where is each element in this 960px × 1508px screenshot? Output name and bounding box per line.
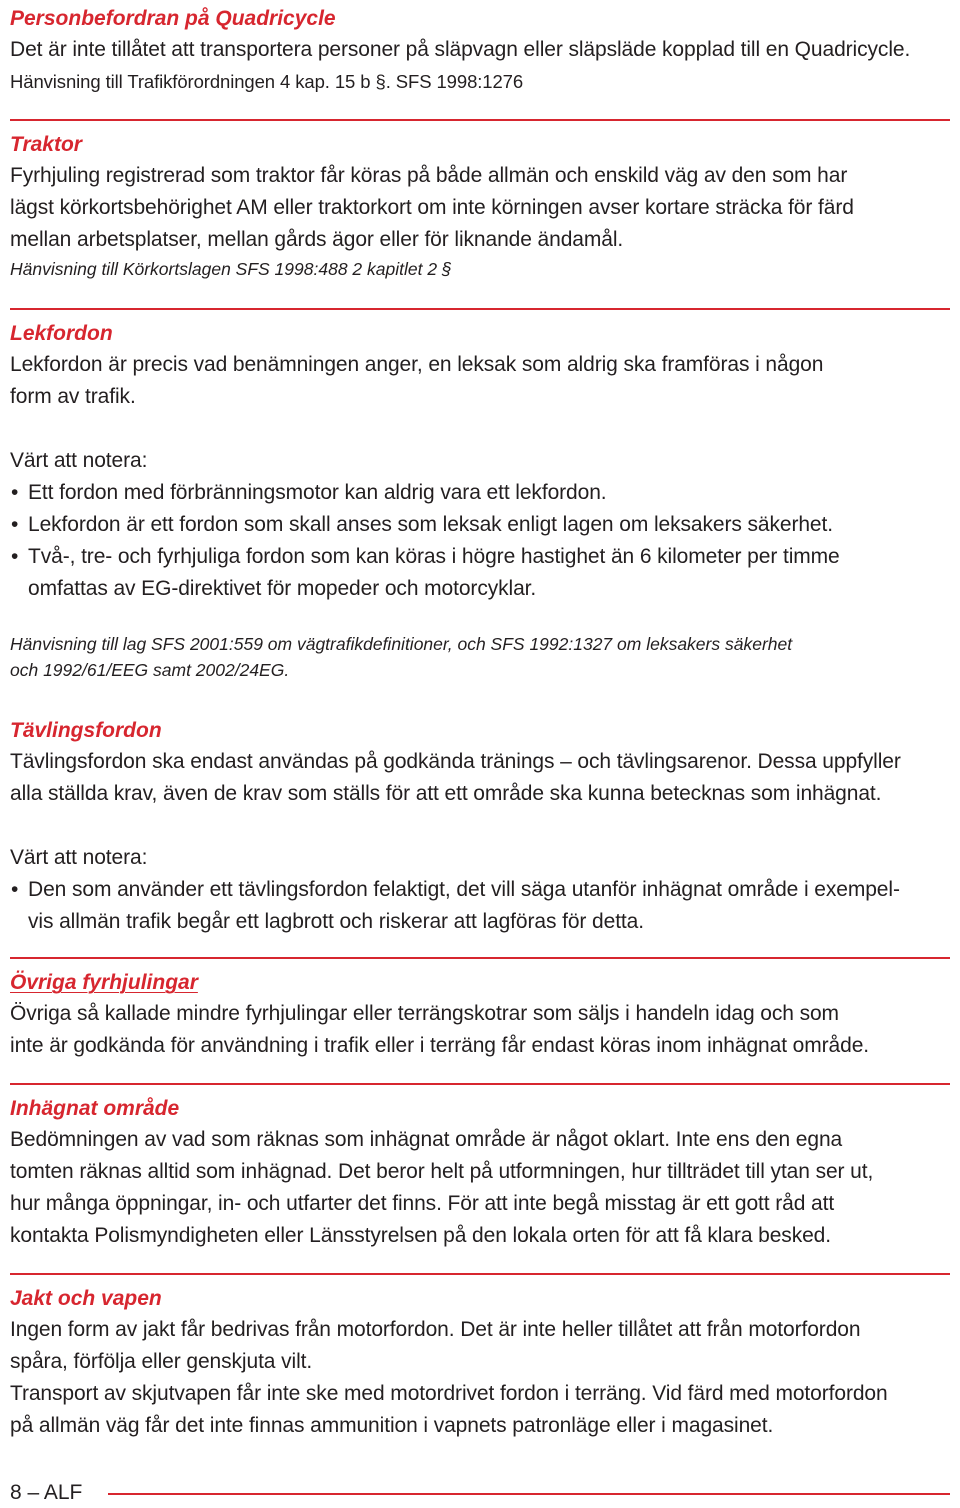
section-jakt bbox=[10, 1284, 950, 1442]
paragraph-line: mellan arbetsplatser, mellan gårds ägor eller för liknande ändamål. bbox=[10, 228, 624, 251]
note-label: Värt att notera: bbox=[10, 449, 148, 472]
paragraph-line: Det är inte tillåtet att transportera personer på släpvagn eller släpsläde kopplad till en Quadricycle. bbox=[10, 38, 911, 61]
section-traktor bbox=[10, 130, 950, 282]
paragraph-line: tomten räknas alltid som inhägnad. Det beror helt på utformningen, hur tillträdet till ytan ser ut, bbox=[10, 1160, 874, 1183]
section-heading: Traktor bbox=[10, 133, 82, 156]
section-heading: Inhägnat område bbox=[10, 1097, 180, 1120]
paragraph-line: Lekfordon är precis vad benämningen anger, en leksak som aldrig ska framföras i någon bbox=[10, 353, 824, 376]
paragraph-line: hur många öppningar, in- och utfarter det finns. För att inte begå misstag är ett gott råd att bbox=[10, 1192, 835, 1215]
paragraph-line: form av trafik. bbox=[10, 385, 136, 408]
section-heading: Personbefordran på Quadricycle bbox=[10, 7, 336, 30]
paragraph-line: Hänvisning till Trafikförordningen 4 kap. 15 b §. SFS 1998:1276 bbox=[10, 71, 524, 92]
bullet-icon: • bbox=[11, 545, 19, 568]
section-lekfordon bbox=[10, 319, 950, 683]
page-footer: 8 – ALF bbox=[10, 1481, 83, 1504]
section-heading: Övriga fyrhjulingar bbox=[10, 971, 198, 994]
legal-reference: Hänvisning till lag SFS 2001:559 om vägtrafikdefinitioner, och SFS 1992:1327 om leksakers säkerhet bbox=[10, 634, 793, 654]
paragraph-line: lägst körkortsbehörighet AM eller traktorkort om inte körningen avser kortare sträcka för färd bbox=[10, 196, 854, 219]
paragraph-line: Bedömningen av vad som räknas som inhägnat område är något oklart. Inte ens den egna bbox=[10, 1128, 843, 1151]
section-heading: Tävlingsfordon bbox=[10, 719, 162, 742]
section-heading: Jakt och vapen bbox=[10, 1287, 162, 1310]
section-heading: Lekfordon bbox=[10, 322, 113, 345]
section-divider bbox=[10, 957, 950, 959]
paragraph-line: Övriga så kallade mindre fyrhjulingar eller terrängskotrar som säljs i handeln idag och som bbox=[10, 1002, 839, 1025]
bullet-text: Den som använder ett tävlingsfordon felaktigt, det vill säga utanför inhägnat område i exempel- bbox=[28, 878, 900, 901]
bullet-text: Två-, tre- och fyrhjuliga fordon som kan köras i högre hastighet än 6 kilometer per timme bbox=[28, 545, 840, 568]
section-divider bbox=[10, 119, 950, 121]
bullet-text: omfattas av EG-direktivet för mopeder och motorcyklar. bbox=[28, 577, 537, 600]
paragraph-line: alla ställda krav, även de krav som ställs för att ett område ska kunna betecknas som inhägnat. bbox=[10, 782, 882, 805]
legal-reference: Hänvisning till Körkortslagen SFS 1998:488 2 kapitlet 2 § bbox=[10, 259, 452, 279]
bullet-icon: • bbox=[11, 878, 19, 901]
section-ovriga bbox=[10, 968, 950, 1062]
footer-rule bbox=[108, 1493, 950, 1495]
paragraph-line: inte är godkända för användning i trafik eller i terräng får endast köras inom inhägnat område. bbox=[10, 1034, 870, 1057]
section-divider bbox=[10, 308, 950, 310]
bullet-item bbox=[10, 541, 950, 605]
legal-reference: och 1992/61/EEG samt 2002/24EG. bbox=[10, 660, 290, 680]
paragraph-line: spåra, förfölja eller genskjuta vilt. bbox=[10, 1350, 313, 1373]
bullet-icon: • bbox=[11, 481, 19, 504]
bullet-item bbox=[10, 509, 950, 541]
bullet-text: Lekfordon är ett fordon som skall anses som leksak enligt lagen om leksakers säkerhet. bbox=[28, 513, 833, 536]
section-divider bbox=[10, 1273, 950, 1275]
bullet-text: Ett fordon med förbränningsmotor kan aldrig vara ett lekfordon. bbox=[28, 481, 607, 504]
bullet-icon: • bbox=[11, 513, 19, 536]
section-inhagnat bbox=[10, 1094, 950, 1252]
note-label: Värt att notera: bbox=[10, 846, 148, 869]
bullet-item bbox=[10, 477, 950, 509]
paragraph-line: Tävlingsfordon ska endast användas på godkända tränings – och tävlingsarenor. Dessa uppfyller bbox=[10, 750, 901, 773]
section-tavlingsfordon bbox=[10, 716, 950, 938]
paragraph-line: kontakta Polismyndigheten eller Länsstyrelsen på den lokala orten för att få klara besked. bbox=[10, 1224, 831, 1247]
paragraph-line: Ingen form av jakt får bedrivas från motorfordon. Det är inte heller tillåtet att från motorfordon bbox=[10, 1318, 861, 1341]
paragraph-line: Transport av skjutvapen får inte ske med motordrivet fordon i terräng. Vid färd med motorfordon bbox=[10, 1382, 888, 1405]
paragraph-line: Fyrhjuling registrerad som traktor får köras på både allmän och enskild väg av den som har bbox=[10, 164, 848, 187]
section-divider bbox=[10, 1083, 950, 1085]
bullet-text: vis allmän trafik begår ett lagbrott och riskerar att lagföras för detta. bbox=[28, 910, 644, 933]
section-quadricycle bbox=[10, 4, 950, 98]
paragraph-line: på allmän väg får det inte finnas ammunition i vapnets patronläge eller i magasinet. bbox=[10, 1414, 774, 1437]
bullet-item bbox=[10, 874, 950, 938]
